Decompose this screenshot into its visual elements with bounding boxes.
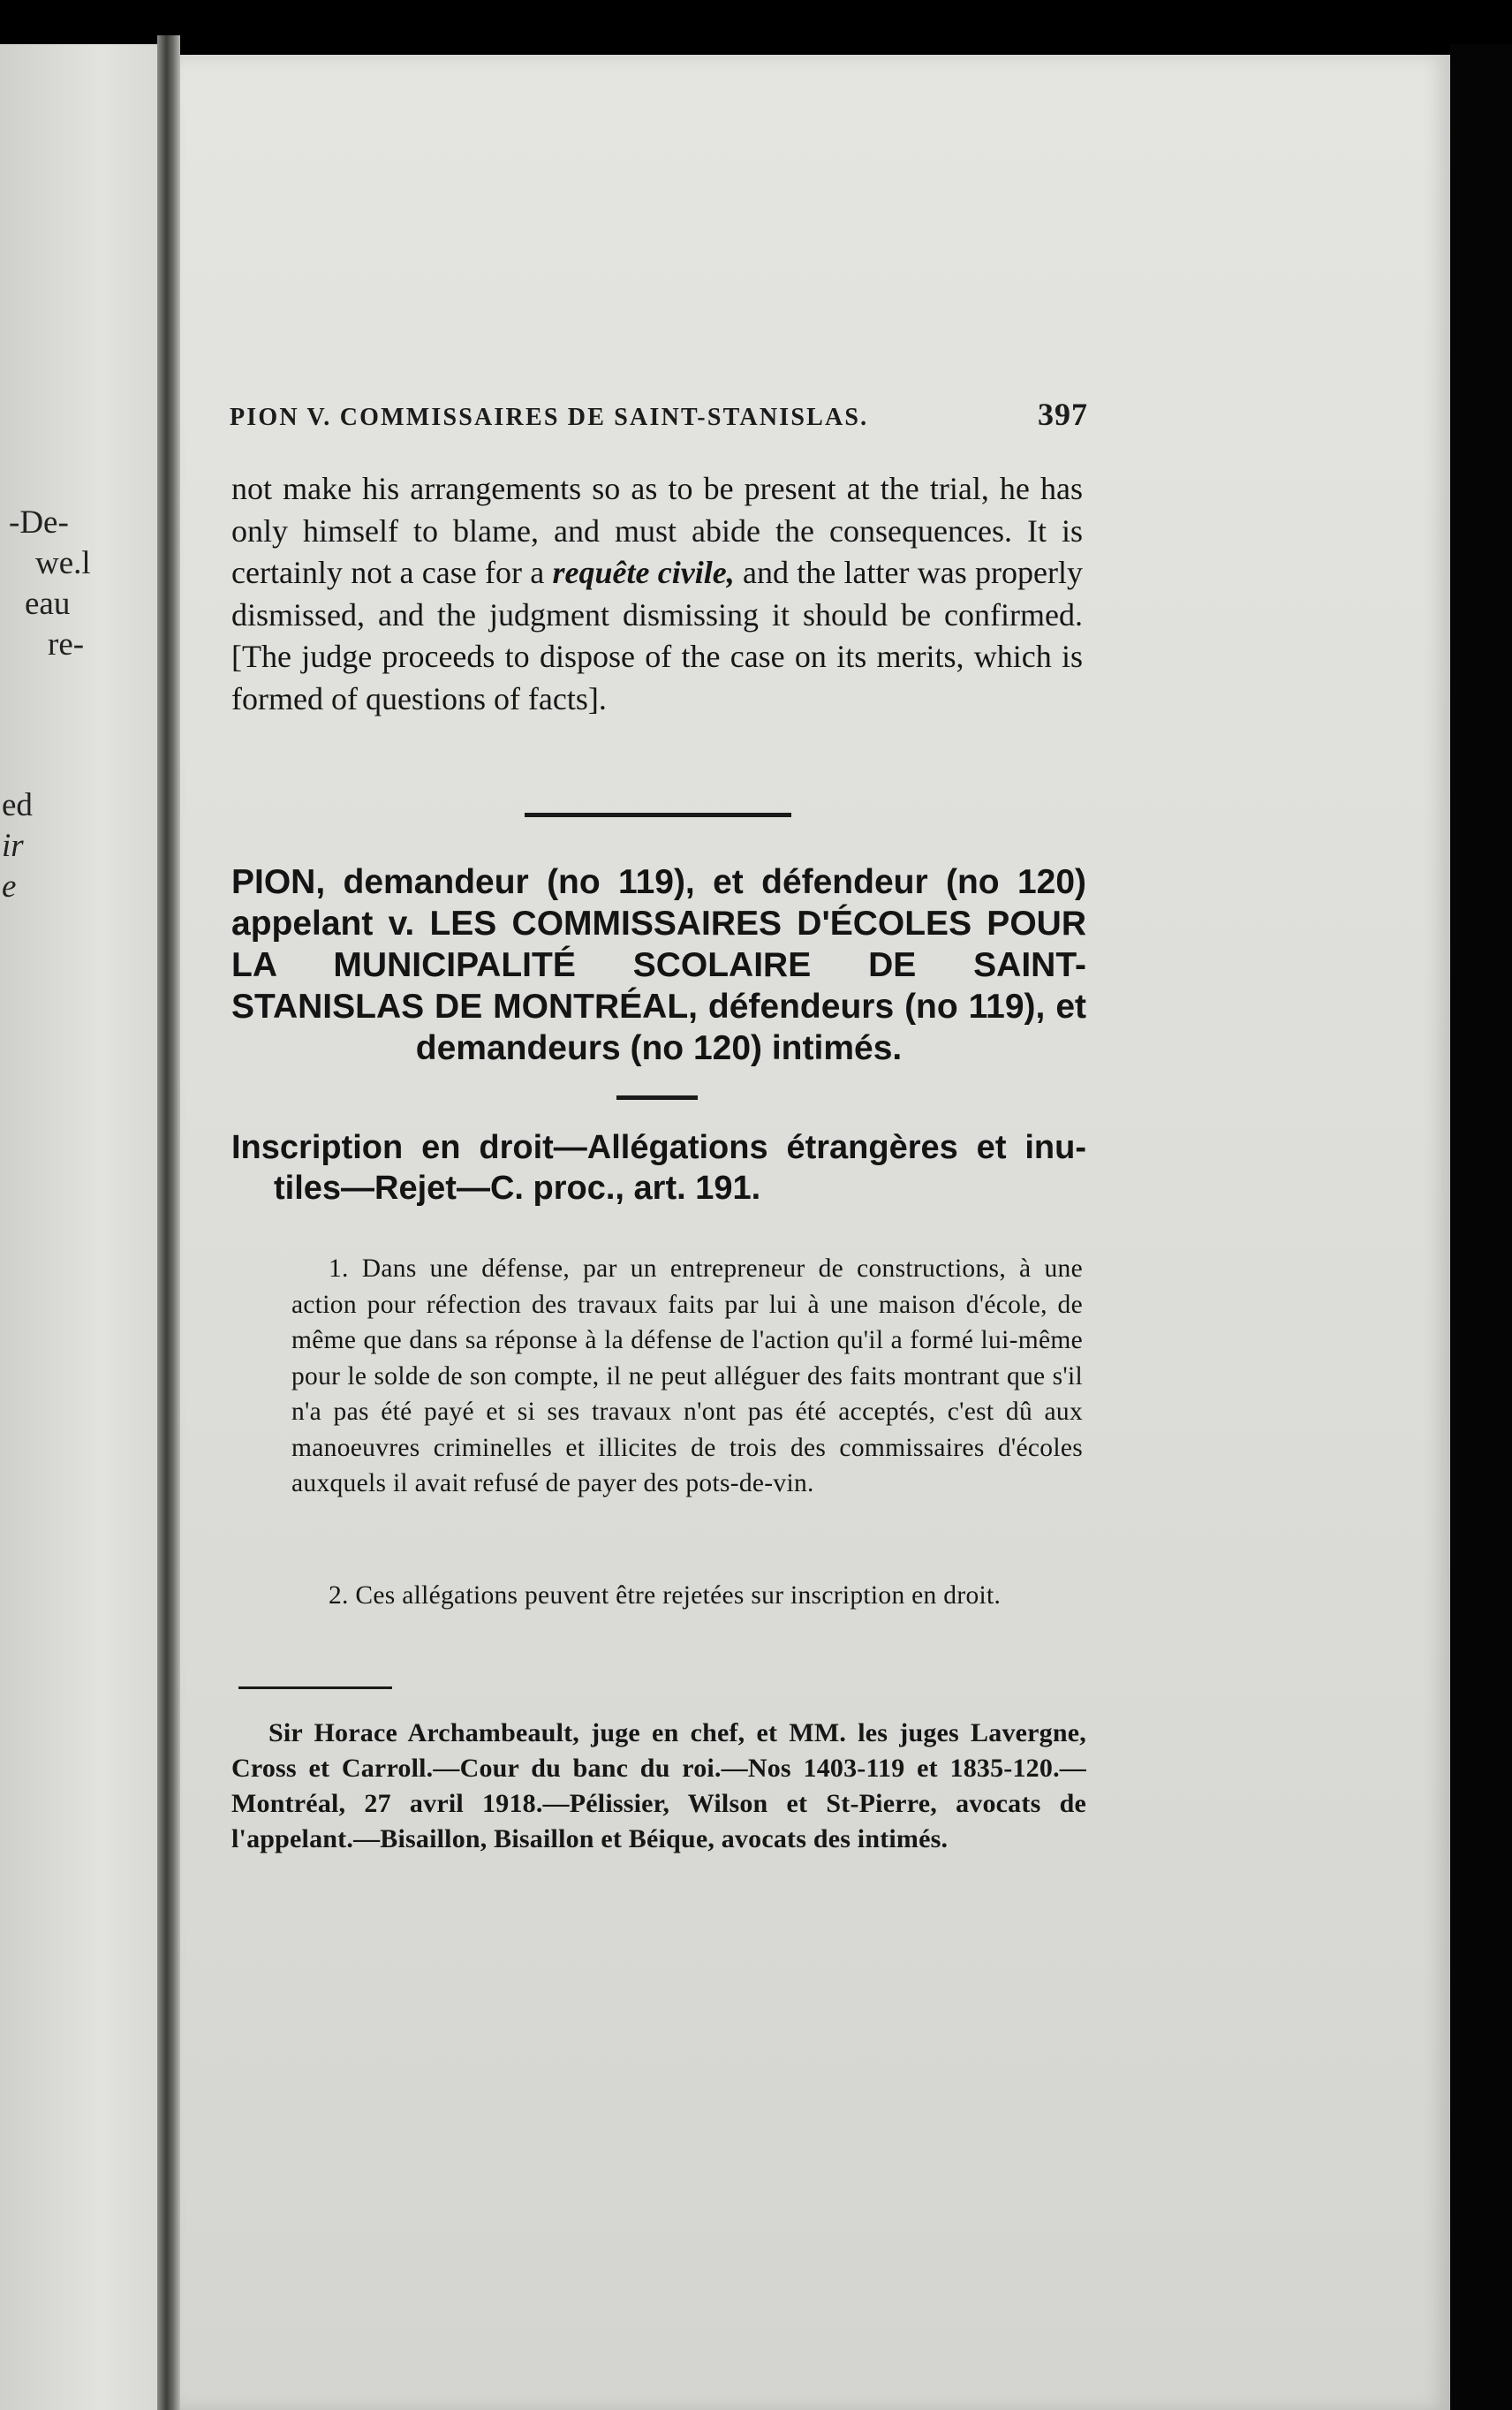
running-head (230, 396, 1088, 433)
opening-paragraph (231, 468, 1083, 720)
facing-page-fragment: re- (48, 626, 85, 663)
summary-point-1: 1. Dans une défense, par un entrepreneur de constructions, à une action pour réfection des travaux faits par lui à une maison d'école, de même que dans sa réponse à la défense de l'action qu'il a formé lui-même pour le solde de son compte, il ne peut alléguer des faits montrant que s'il n'a pas été payé et si ses travaux n'ont pas été acceptés, c'est dû aux manoeuvres criminelles et illicites de trois des commissaires d'écoles auxquels il avait refusé de payer des pots-de-vin. (291, 1254, 1083, 1497)
facing-page-fragment: we.l (35, 545, 91, 581)
short-divider (616, 1095, 698, 1100)
case-citation: Sir Horace Archambeault, juge en chef, et MM. les juges Lavergne, Cross et Carroll.—Cour du banc du roi.—Nos 1403-119 et 1835-120.—Montréal, 27 avril 1918.—Pélissier, Wilson et St-Pierre, avocats de l'appelant.—Bisaillon, Bisaillon et Béique, avocats des intimés. (231, 1718, 1086, 1853)
section-divider (525, 813, 791, 817)
summary-point-2: 2. Ces allégations peuvent être rejetées sur inscription en droit. (329, 1581, 1002, 1610)
headnote (231, 1127, 1086, 1209)
footnote-rule (238, 1686, 392, 1689)
facing-page-fragment: ed (2, 787, 33, 823)
facing-page-fragment: ir (2, 828, 24, 864)
scan-border (1450, 44, 1512, 2410)
facing-page (0, 44, 168, 2410)
book-gutter (157, 35, 180, 2410)
running-head-title: PION V. COMMISSAIRES DE SAINT-STANISLAS. (230, 404, 869, 431)
headnote-line: tiles—Rejet—C. proc., art. 191. (274, 1170, 761, 1207)
opening-text-end: and the latter was properly dismissed, and the judgment dismissing it should be confirmed. [The judge proceeds to dispose of the case on its merits, which is formed of questions of facts]. (231, 555, 1083, 716)
headnote-line: Inscription en droit—Allégations étrangères et inu- (231, 1129, 1086, 1166)
facing-page-fragment: e (2, 868, 17, 905)
opening-text-italic: requête civile, (552, 555, 735, 590)
opening-text-start: not make his arrangements so as to be present at the trial, he has only himself to blame, and must abide the consequences. It is certainly not a case for a (231, 471, 1083, 590)
page-number: 397 (1038, 397, 1088, 432)
case-title: PION, demandeur (no 119), et défendeur (no 120) appelant v. LES COMMISSAIRES D'ÉCOLES POUR LA MUNICIPALITÉ SCOLAIRE DE SAINT-STANISLAS DE MONTRÉAL, défendeurs (no 119), et demandeurs (no 120) intimés. (231, 863, 1086, 1067)
facing-page-fragment: eau (25, 586, 71, 622)
facing-page-fragment: -De- (9, 504, 69, 541)
